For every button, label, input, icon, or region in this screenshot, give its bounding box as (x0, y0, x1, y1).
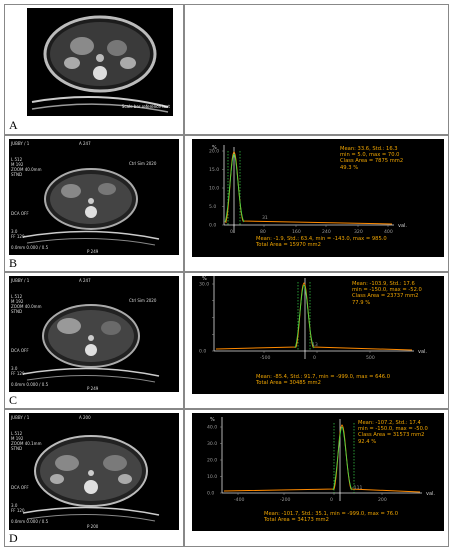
x-tick-label: 200 (378, 498, 387, 503)
panel-a-right-empty (184, 4, 449, 135)
scan-b-top-left: JUBBY / 1 (11, 141, 30, 146)
y-tick-label: 0.0 (207, 491, 215, 497)
ct-scan-c (9, 276, 179, 392)
x-tick-label: -200 (280, 498, 291, 503)
scan-b-left-1: M 192 (11, 162, 24, 167)
y-tick-label: 0.0 (199, 349, 207, 355)
y-tick-label: 10.0 (209, 186, 220, 192)
marker-label: 13 (312, 343, 318, 348)
x-tick-label: 400 (384, 230, 393, 235)
histogram-b (192, 139, 444, 257)
hist-d-total-stats: Mean: -101.7, Std.: 35.1, min = -999.0, max = 76.0 Total Area = 34173 mm2 (264, 511, 399, 524)
scan-d-top-left: JUBBY / 1 (11, 415, 30, 420)
scan-d-left-3: STND (11, 446, 23, 451)
scan-d-top-center: A 200 (79, 415, 91, 420)
scan-b-bottom-left: 0.0mm 0.000 / 0.5 (11, 245, 49, 250)
figure-grid (4, 4, 449, 547)
scan-c-bottom-left: 0.0mm 0.000 / 0.5 (11, 382, 49, 387)
x-tick-label: 160 (292, 230, 301, 235)
y-tick-label: 20.0 (207, 458, 218, 464)
scan-d-left-2: ZOOM 40.1mm (11, 441, 42, 446)
scan-c-left-1: M 192 (11, 299, 24, 304)
x-tick-label: 0 (330, 498, 333, 503)
scan-c-lower-left-1: FF 120 (11, 371, 25, 376)
scan-d-lower-left-1: FF 120 (11, 508, 25, 513)
scan-c-top-left: JUBBY / 1 (11, 278, 30, 283)
y-axis-label: % (212, 145, 217, 151)
panel-d-left (4, 409, 184, 547)
panel-d-right (184, 409, 449, 547)
scan-c-left-3: STND (11, 309, 23, 314)
scan-b-top-center: A 247 (79, 141, 91, 146)
scan-d-left-1: M 192 (11, 436, 24, 441)
scan-c-top-center: A 247 (79, 278, 91, 283)
marker-label: 31 (262, 216, 268, 221)
ct-scan-d-image (9, 413, 179, 530)
scan-b-lower-left-1: FF 120 (11, 234, 25, 239)
panel-label-b: B (9, 256, 18, 270)
y-tick-label: 30.0 (207, 442, 218, 447)
scan-b-left-0: L 512 (11, 157, 23, 162)
y-axis-label: % (202, 276, 207, 282)
x-tick-label: 240 (322, 230, 331, 235)
scan-b-left-3: STND (11, 172, 23, 177)
x-tick-label: 0 (230, 230, 233, 235)
y-axis-label: % (210, 417, 215, 423)
ct-scan-b (9, 139, 179, 255)
scan-c-mid-left: DCA OFF (11, 348, 29, 353)
scan-c-top-right: Ctrl Sim 2020 (129, 298, 157, 303)
y-tick-label: 15.0 (209, 168, 220, 173)
x-tick-label: 320 (354, 230, 363, 235)
y-tick-label: 0.0 (209, 223, 217, 229)
panel-b-left (4, 135, 184, 272)
panel-b-right (184, 135, 449, 272)
scan-c-left-0: L 512 (11, 294, 23, 299)
ct-scan-b-image (9, 139, 179, 255)
x-tick-label: 80 (260, 230, 266, 235)
scan-b-top-right: Ctrl Sim 2020 (129, 161, 157, 166)
hist-d-roi-stats: Mean: -107.2, Std.: 17.4 min = -150.0, max = -50.0 Class Area = 31573 mm2 92.4 % (358, 420, 428, 445)
y-tick-label: 10.0 (207, 475, 218, 480)
histogram-d (192, 413, 444, 531)
ct-scan-d (9, 413, 179, 530)
ct-scan-c-image (9, 276, 179, 392)
scan-b-left-2: ZOOM 40.0mm (11, 167, 42, 172)
scan-d-left-0: L 512 (11, 431, 23, 436)
scan-c-bottom-center: P 249 (87, 386, 99, 391)
marker-label: -111 (352, 486, 363, 491)
y-tick-label: 20.0 (209, 149, 220, 155)
x-axis-label: val. (398, 223, 408, 229)
scan-d-lower-left-0: 3.0 (11, 503, 18, 508)
histogram-c (192, 276, 444, 394)
panel-label-c: C (9, 393, 18, 407)
scan-a-bottom-text: Scale bar reference text (121, 104, 170, 109)
ct-scan-a-image (27, 8, 173, 116)
scan-b-mid-left: DCA OFF (11, 211, 29, 216)
hist-c-roi-stats: Mean: -103.9, Std.: 17.6 min = -150.0, max = -52.0 Class Area = 23737 mm2 77.9 % (352, 281, 422, 306)
scan-b-bottom-center: P 249 (87, 249, 99, 254)
x-tick-label: -500 (260, 356, 271, 361)
x-axis-label: val. (418, 349, 428, 355)
scan-d-bottom-left: 0.0mm 0.000 / 0.5 (11, 519, 49, 524)
scan-b-lower-left-0: 3.0 (11, 229, 18, 234)
panel-label-a: A (9, 118, 18, 132)
panel-label-d: D (9, 531, 18, 545)
hist-c-total-stats: Mean: -85.4, Std.: 91.7, min = -999.0, max = 646.0 Total Area = 30485 mm2 (256, 374, 391, 387)
panel-c-right (184, 272, 449, 409)
panel-a-left (4, 4, 184, 135)
x-tick-label: 500 (366, 356, 375, 361)
y-tick-label: 5.0 (209, 205, 217, 210)
scan-d-bottom-center: P 200 (87, 524, 99, 529)
y-tick-label: 30.0 (199, 282, 210, 288)
x-tick-label: 0 (313, 356, 316, 361)
scan-d-mid-left: DCA OFF (11, 485, 29, 490)
scan-c-lower-left-0: 3.0 (11, 366, 18, 371)
y-tick-label: 40.0 (207, 425, 218, 431)
hist-b-roi-stats: Mean: 33.6, Std.: 16.3 min = 5.0, max = 70.0 Class Area = 7875 mm2 49.3 % (340, 146, 404, 171)
x-axis-label: val. (426, 491, 436, 497)
ct-scan-a (27, 8, 173, 116)
scan-c-left-2: ZOOM 40.0mm (11, 304, 42, 309)
panel-c-left (4, 272, 184, 409)
hist-b-total-stats: Mean: -1.9, Std.: 63.4, min = -143.0, max = 985.0 Total Area = 15970 mm2 (256, 236, 387, 249)
x-tick-label: -400 (234, 498, 245, 503)
